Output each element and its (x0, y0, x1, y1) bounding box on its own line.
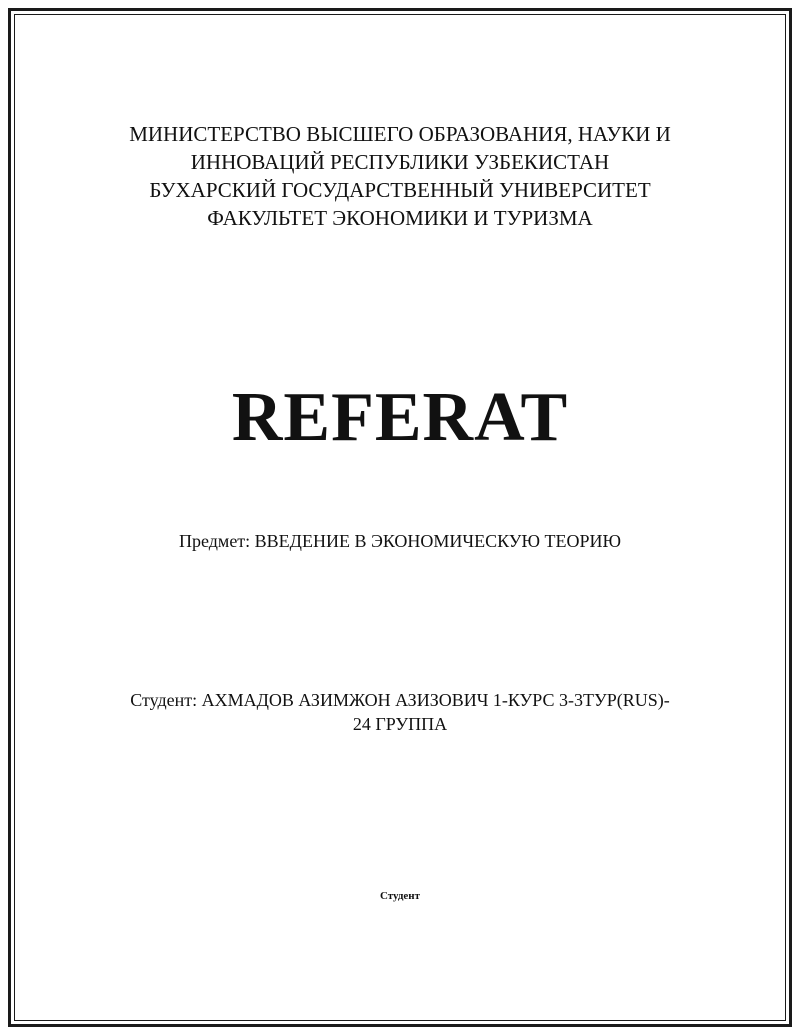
header-line-ministry: МИНИСТЕРСТВО ВЫСШЕГО ОБРАЗОВАНИЯ, НАУКИ И (129, 122, 671, 146)
header-line-university: БУХАРСКИЙ ГОСУДАРСТВЕННЫЙ УНИВЕРСИТЕТ (149, 178, 651, 202)
document-title: REFERAT (231, 379, 569, 456)
header-line-faculty: ФАКУЛЬТЕТ ЭКОНОМИКИ И ТУРИЗМА (207, 206, 593, 230)
student-line-name: Студент: АХМАДОВ АЗИМЖОН АЗИЗОВИЧ 1-КУРС 3-3ТУР(RUS)- (130, 690, 670, 710)
student-info (0, 688, 800, 736)
student-line-group: 24 ГРУППА (352, 714, 448, 734)
footer-student-label: Студент (379, 890, 421, 902)
institution-header (0, 120, 800, 232)
subject-line: Предмет: ВВЕДЕНИЕ В ЭКОНОМИЧЕСКУЮ ТЕОРИЮ (179, 531, 621, 551)
header-line-republic: ИННОВАЦИЙ РЕСПУБЛИКИ УЗБЕКИСТАН (190, 150, 610, 174)
